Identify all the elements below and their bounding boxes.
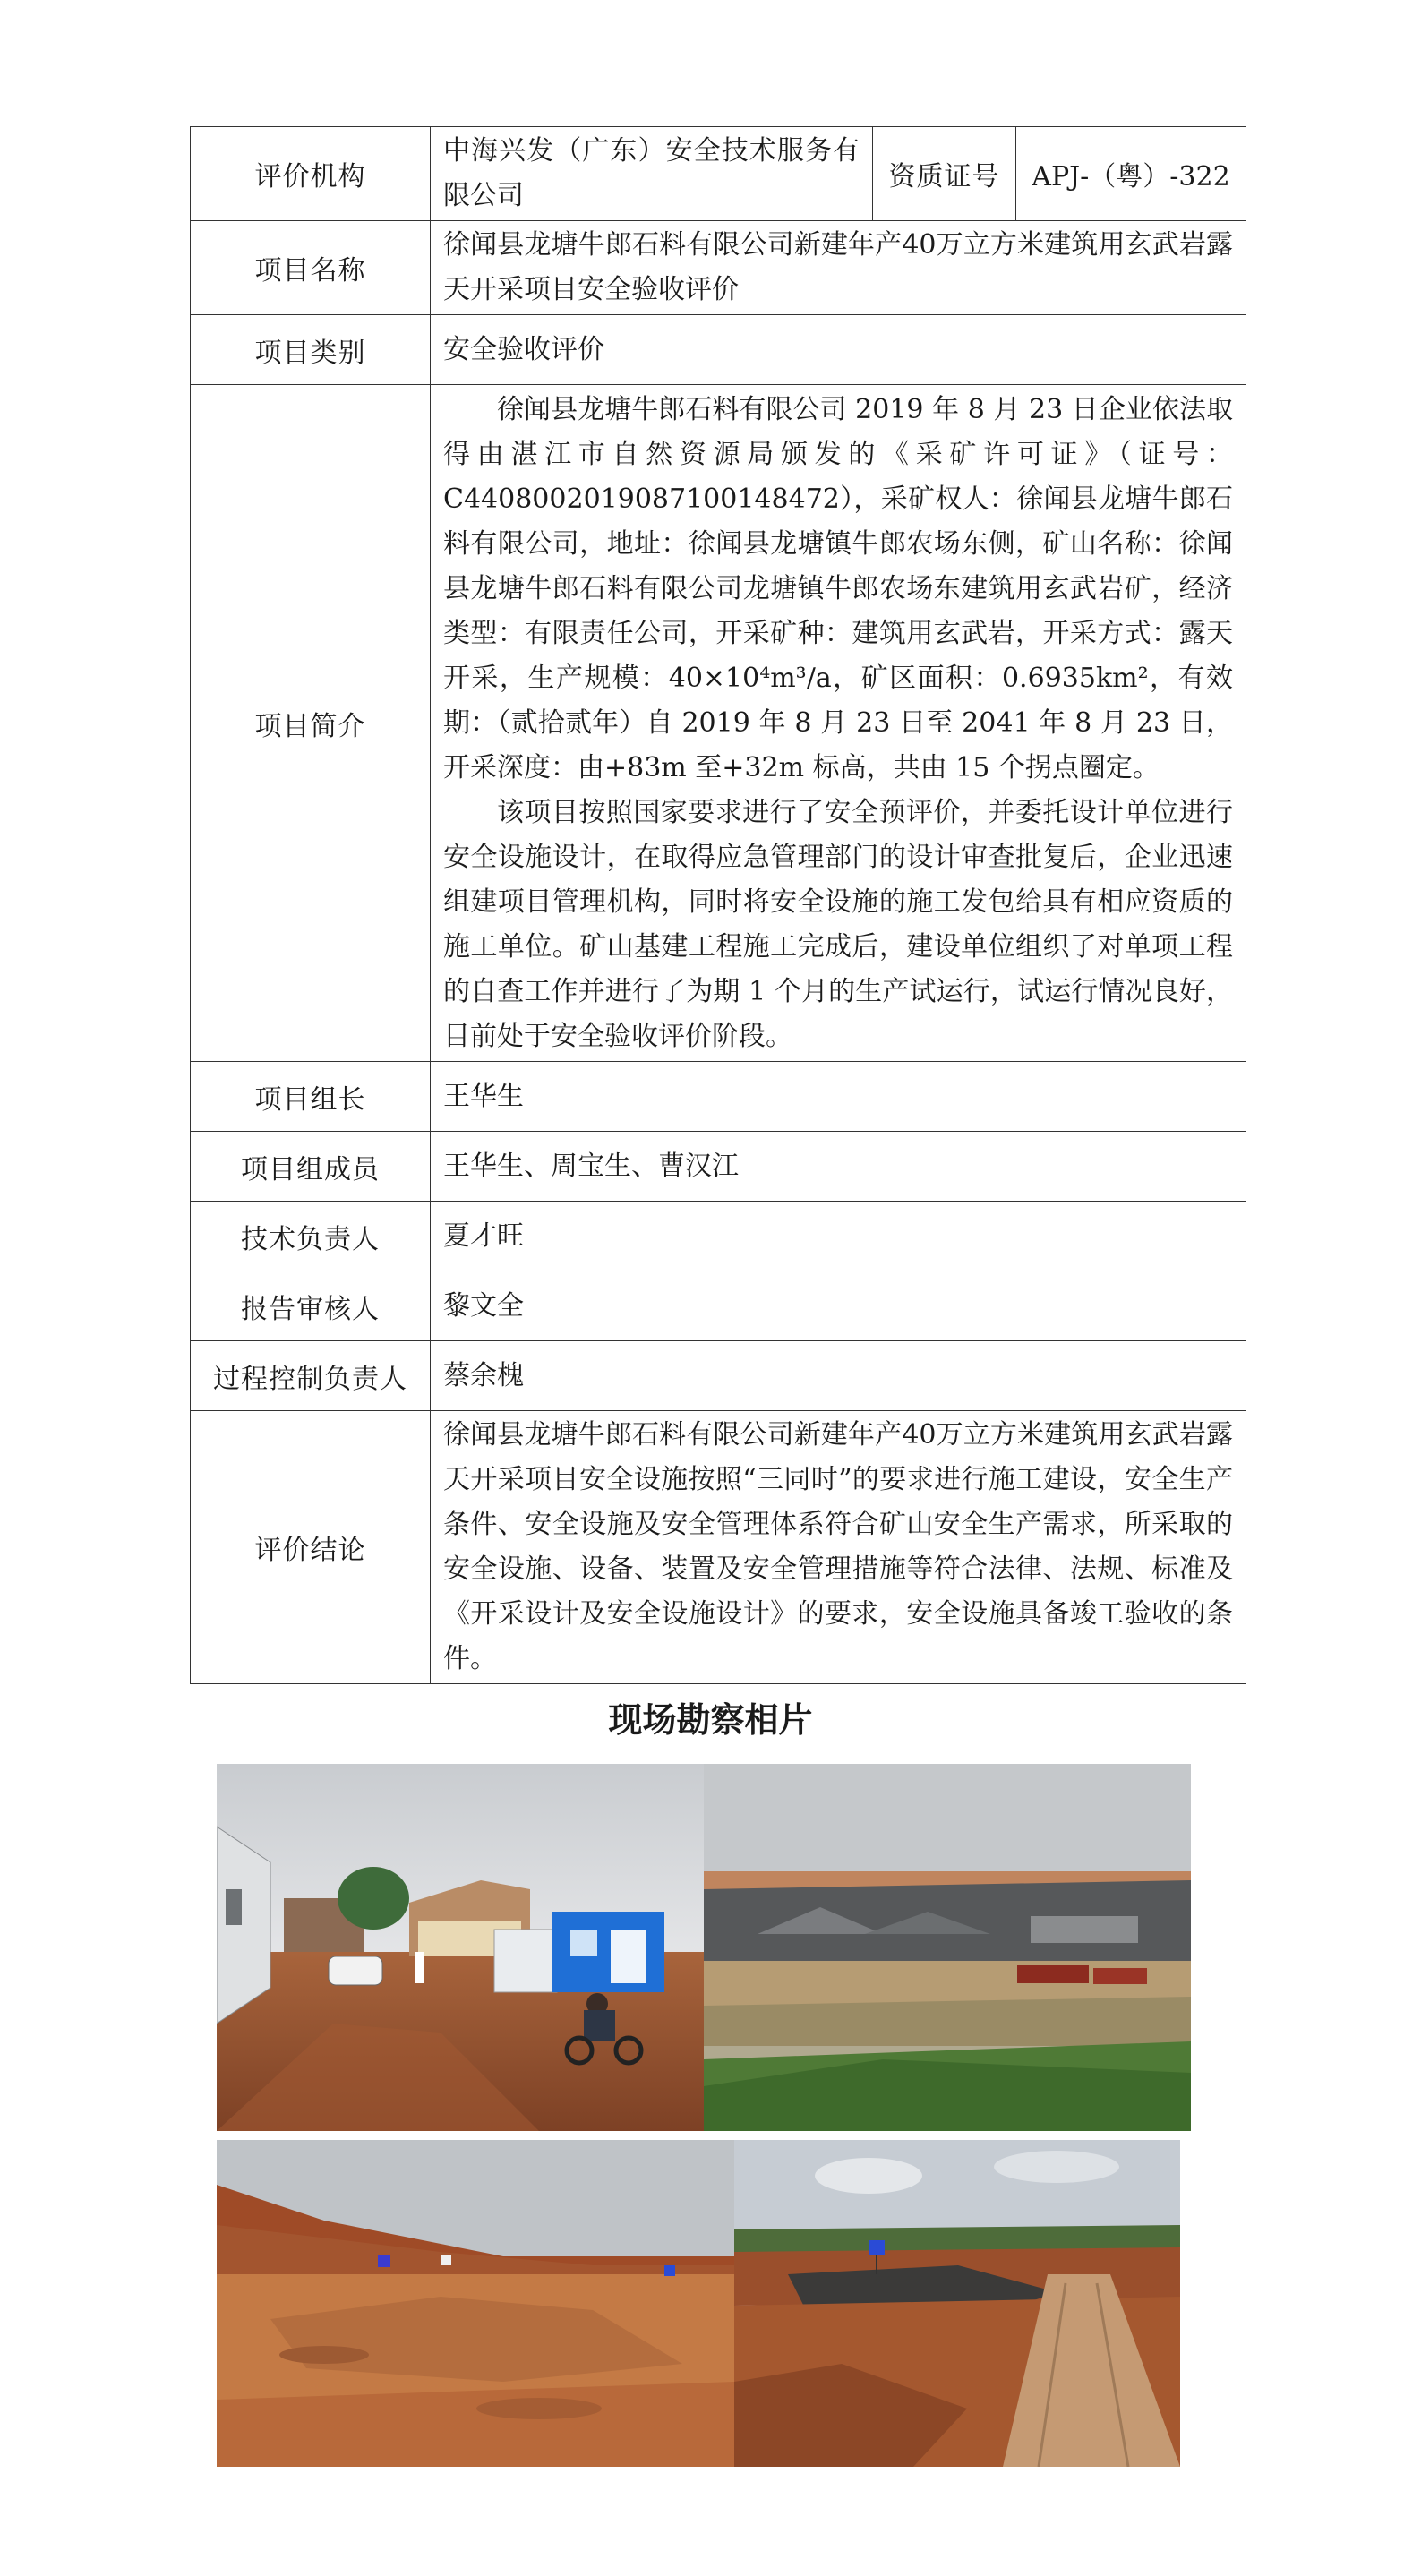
- row-tech: [191, 1202, 1246, 1271]
- site-photo-buildings: [217, 1764, 704, 2131]
- review-value: 黎文全: [431, 1271, 1246, 1341]
- site-photo-haul-road: [734, 2140, 1180, 2467]
- row-process: [191, 1341, 1246, 1411]
- type-label: 项目类别: [191, 315, 431, 385]
- name-value: 徐闻县龙塘牛郎石料有限公司新建年产40万立方米建筑用玄武岩露天开采项目安全验收评价: [431, 221, 1246, 315]
- members-label: 项目组成员: [191, 1132, 431, 1202]
- process-label: 过程控制负责人: [191, 1341, 431, 1411]
- cert-value: APJ-（粤）-322: [1016, 127, 1246, 221]
- tech-label: 技术负责人: [191, 1202, 431, 1271]
- row-leader: [191, 1062, 1246, 1132]
- site-photo-quarry-plant: [704, 1764, 1191, 2131]
- intro-value: [431, 385, 1246, 1062]
- type-value: 安全验收评价: [431, 315, 1246, 385]
- tech-value: 夏才旺: [431, 1202, 1246, 1271]
- row-conclusion: [191, 1411, 1246, 1684]
- name-label: 项目名称: [191, 221, 431, 315]
- row-name: [191, 221, 1246, 315]
- row-members: [191, 1132, 1246, 1202]
- members-value: 王华生、周宝生、曹汉江: [431, 1132, 1246, 1202]
- photos-title: 现场勘察相片: [608, 1700, 813, 1740]
- leader-value: 王华生: [431, 1062, 1246, 1132]
- row-intro: [191, 385, 1246, 1062]
- org-label: 评价机构: [191, 127, 431, 221]
- site-photo-slope: [217, 2140, 734, 2467]
- intro-label: 项目简介: [191, 385, 431, 1062]
- cert-label: 资质证号: [873, 127, 1016, 221]
- row-org: [191, 127, 1246, 221]
- review-label: 报告审核人: [191, 1271, 431, 1341]
- row-review: [191, 1271, 1246, 1341]
- evaluation-info-table: [190, 126, 1246, 1684]
- intro-paragraph-2: 该项目按照国家要求进行了安全预评价，并委托设计单位进行安全设施设计，在取得应急管理部门的设计审查批复后，企业迅速组建项目管理机构，同时将安全设施的施工发包给具有相应资质的施工单位。矿山基建工程施工完成后，建设单位组织了对单项工程的自查工作并进行了为期 1 个月的生产试运行，试运行情况良好，目前处于安全验收评价阶段。: [443, 796, 1233, 1052]
- process-value: 蔡余槐: [431, 1341, 1246, 1411]
- leader-label: 项目组长: [191, 1062, 431, 1132]
- row-type: [191, 315, 1246, 385]
- intro-paragraph-1: 徐闻县龙塘牛郎石料有限公司 2019 年 8 月 23 日企业依法取得由湛江市自然资源局颁发的《采矿许可证》（证号：C4408002019087100148472），采矿权人：徐闻县龙塘牛郎石料有限公司，地址：徐闻县龙塘镇牛郎农场东侧，矿山名称：徐闻县龙塘牛郎石料有限公司龙塘镇牛郎农场东建筑用玄武岩矿，经济类型：有限责任公司，开采矿种：建筑用玄武岩，开采方式：露天开采，生产规模：40×10⁴m³/a，矿区面积：0.6935km²，有效期：（贰拾贰年）自 2019 年 8 月 23 日至 2041 年 8 月 23 日，开采深度：由+83m 至+32m 标高，共由 15 个拐点圈定。: [443, 393, 1233, 783]
- org-value: 中海兴发（广东）安全技术服务有限公司: [431, 127, 873, 221]
- conclusion-label: 评价结论: [191, 1411, 431, 1684]
- conclusion-value: 徐闻县龙塘牛郎石料有限公司新建年产40万立方米建筑用玄武岩露天开采项目安全设施按照“三同时”的要求进行施工建设，安全生产条件、安全设施及安全管理体系符合矿山安全生产需求，所采取的安全设施、设备、装置及安全管理措施等符合法律、法规、标准及《开采设计及安全设施设计》的要求，安全设施具备竣工验收的条件。: [431, 1411, 1246, 1684]
